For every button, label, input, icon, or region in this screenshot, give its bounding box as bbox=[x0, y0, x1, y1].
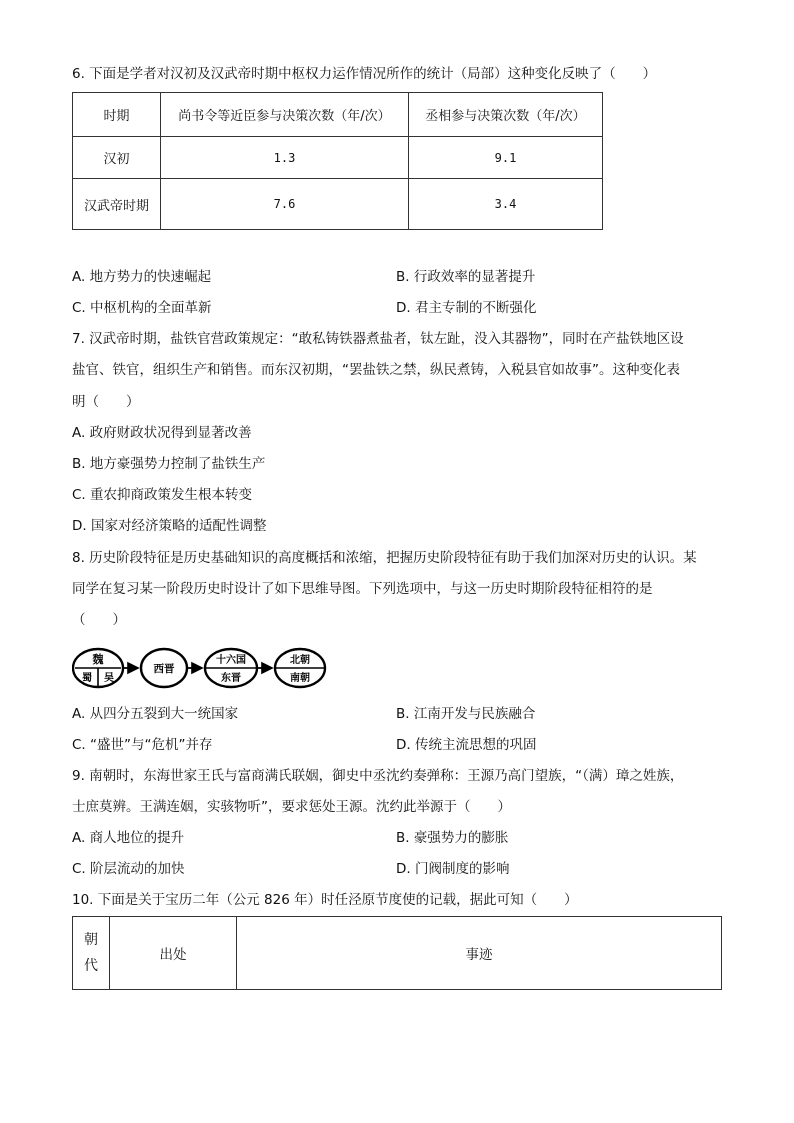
q6-header-chancellor: 丞相参与决策次数（年/次） bbox=[409, 93, 603, 137]
mindmap-node-three-kingdoms bbox=[73, 649, 123, 687]
q10-table bbox=[72, 916, 722, 990]
q7-option-d: D. 国家对经济策略的适配性调整 bbox=[72, 518, 267, 534]
q9-option-c: C. 阶层流动的加快 bbox=[72, 861, 185, 877]
node-xijin: 西晋 bbox=[153, 663, 175, 675]
q6-row1-chancellor: 9.1 bbox=[409, 137, 603, 179]
mindmap-node-sixteen-kingdoms bbox=[205, 649, 257, 687]
q8-mindmap bbox=[72, 645, 332, 691]
node-shiliuguo: 十六国 bbox=[216, 655, 246, 666]
q6-row1-ministers: 1.3 bbox=[161, 137, 409, 179]
node-nanchao: 南朝 bbox=[290, 673, 310, 684]
q8-line2: 同学在复习某一阶段历史时设计了如下思维导图。下列选项中，与这一历史时期阶段特征相符的是 bbox=[72, 581, 653, 597]
q7-option-a: A. 政府财政状况得到显著改善 bbox=[72, 425, 252, 441]
q6-option-b: B. 行政效率的显著提升 bbox=[396, 269, 536, 285]
q8-option-b: B. 江南开发与民族融合 bbox=[396, 706, 536, 722]
q10-stem: 10. 下面是关于宝历二年（公元 826 年）时任泾原节度使的记载，据此可知（ ） bbox=[72, 892, 578, 908]
mindmap-node-western-jin bbox=[141, 649, 187, 687]
q7-option-c: C. 重农抑商政策发生根本转变 bbox=[72, 487, 253, 503]
q10-header-dynasty bbox=[73, 917, 110, 990]
q7-line1: 7. 汉武帝时期，盐铁官营政策规定：“敢私铸铁器煮盐者，钛左趾，没入其器物”，同时在产盐铁地区设 bbox=[72, 331, 684, 347]
node-dongjin: 东晋 bbox=[221, 673, 241, 684]
q9-option-b: B. 豪强势力的膨胀 bbox=[396, 830, 509, 846]
q8-option-a: A. 从四分五裂到大一统国家 bbox=[72, 706, 239, 722]
node-beichao: 北朝 bbox=[290, 655, 310, 666]
q6-row2-ministers: 7.6 bbox=[161, 179, 409, 230]
q8-line3: （ ） bbox=[72, 612, 126, 628]
q9-line2: 士庶莫辨。王满连姻，实骇物听”，要求惩处王源。沈约此举源于（ ） bbox=[72, 799, 511, 815]
q10-header-dynasty-char1: 朝 bbox=[84, 932, 98, 948]
q10-header-dynasty-char2: 代 bbox=[84, 958, 98, 974]
q8-line1: 8. 历史阶段特征是历史基础知识的高度概括和浓缩，把握历史阶段特征有助于我们加深对历史的认识。某 bbox=[72, 550, 697, 566]
q7-line3: 明（ ） bbox=[72, 394, 140, 410]
node-wu: 吴 bbox=[104, 673, 114, 684]
q10-header-source: 出处 bbox=[110, 917, 237, 990]
q6-option-a: A. 地方势力的快速崛起 bbox=[72, 269, 212, 285]
q8-option-d: D. 传统主流思想的巩固 bbox=[396, 737, 537, 753]
q7-line2: 盐官、铁官，组织生产和销售。而东汉初期，“罢盐铁之禁，纵民煮铸，入税县官如故事”。这种变化表 bbox=[72, 362, 680, 378]
mindmap-node-northern-southern bbox=[275, 649, 325, 687]
q6-option-c: C. 中枢机构的全面革新 bbox=[72, 300, 212, 316]
q6-header-period: 时期 bbox=[73, 93, 161, 137]
q10-header-deeds: 事迹 bbox=[237, 917, 722, 990]
q9-option-a: A. 商人地位的提升 bbox=[72, 830, 185, 846]
q6-row1-period: 汉初 bbox=[73, 137, 161, 179]
q9-option-d: D. 门阀制度的影响 bbox=[396, 861, 510, 877]
q6-option-d: D. 君主专制的不断强化 bbox=[396, 300, 537, 316]
q6-stem: 6. 下面是学者对汉初及汉武帝时期中枢权力运作情况所作的统计（局部）这种变化反映了（ ） bbox=[72, 66, 657, 82]
q8-option-c: C. “盛世”与“危机”并存 bbox=[72, 737, 213, 753]
node-wei: 魏 bbox=[92, 653, 104, 666]
q9-line1: 9. 南朝时，东海世家王氏与富商满氏联姻，御史中丞沈约奏弹称：王源乃高门望族，“（满）璋之姓族， bbox=[72, 768, 684, 784]
q6-row2-chancellor: 3.4 bbox=[409, 179, 603, 230]
q6-table bbox=[72, 92, 603, 230]
q6-header-ministers: 尚书令等近臣参与决策次数（年/次） bbox=[161, 93, 409, 137]
q6-row2-period: 汉武帝时期 bbox=[73, 179, 161, 230]
q7-option-b: B. 地方豪强势力控制了盐铁生产 bbox=[72, 456, 266, 472]
node-shu: 蜀 bbox=[82, 673, 92, 684]
